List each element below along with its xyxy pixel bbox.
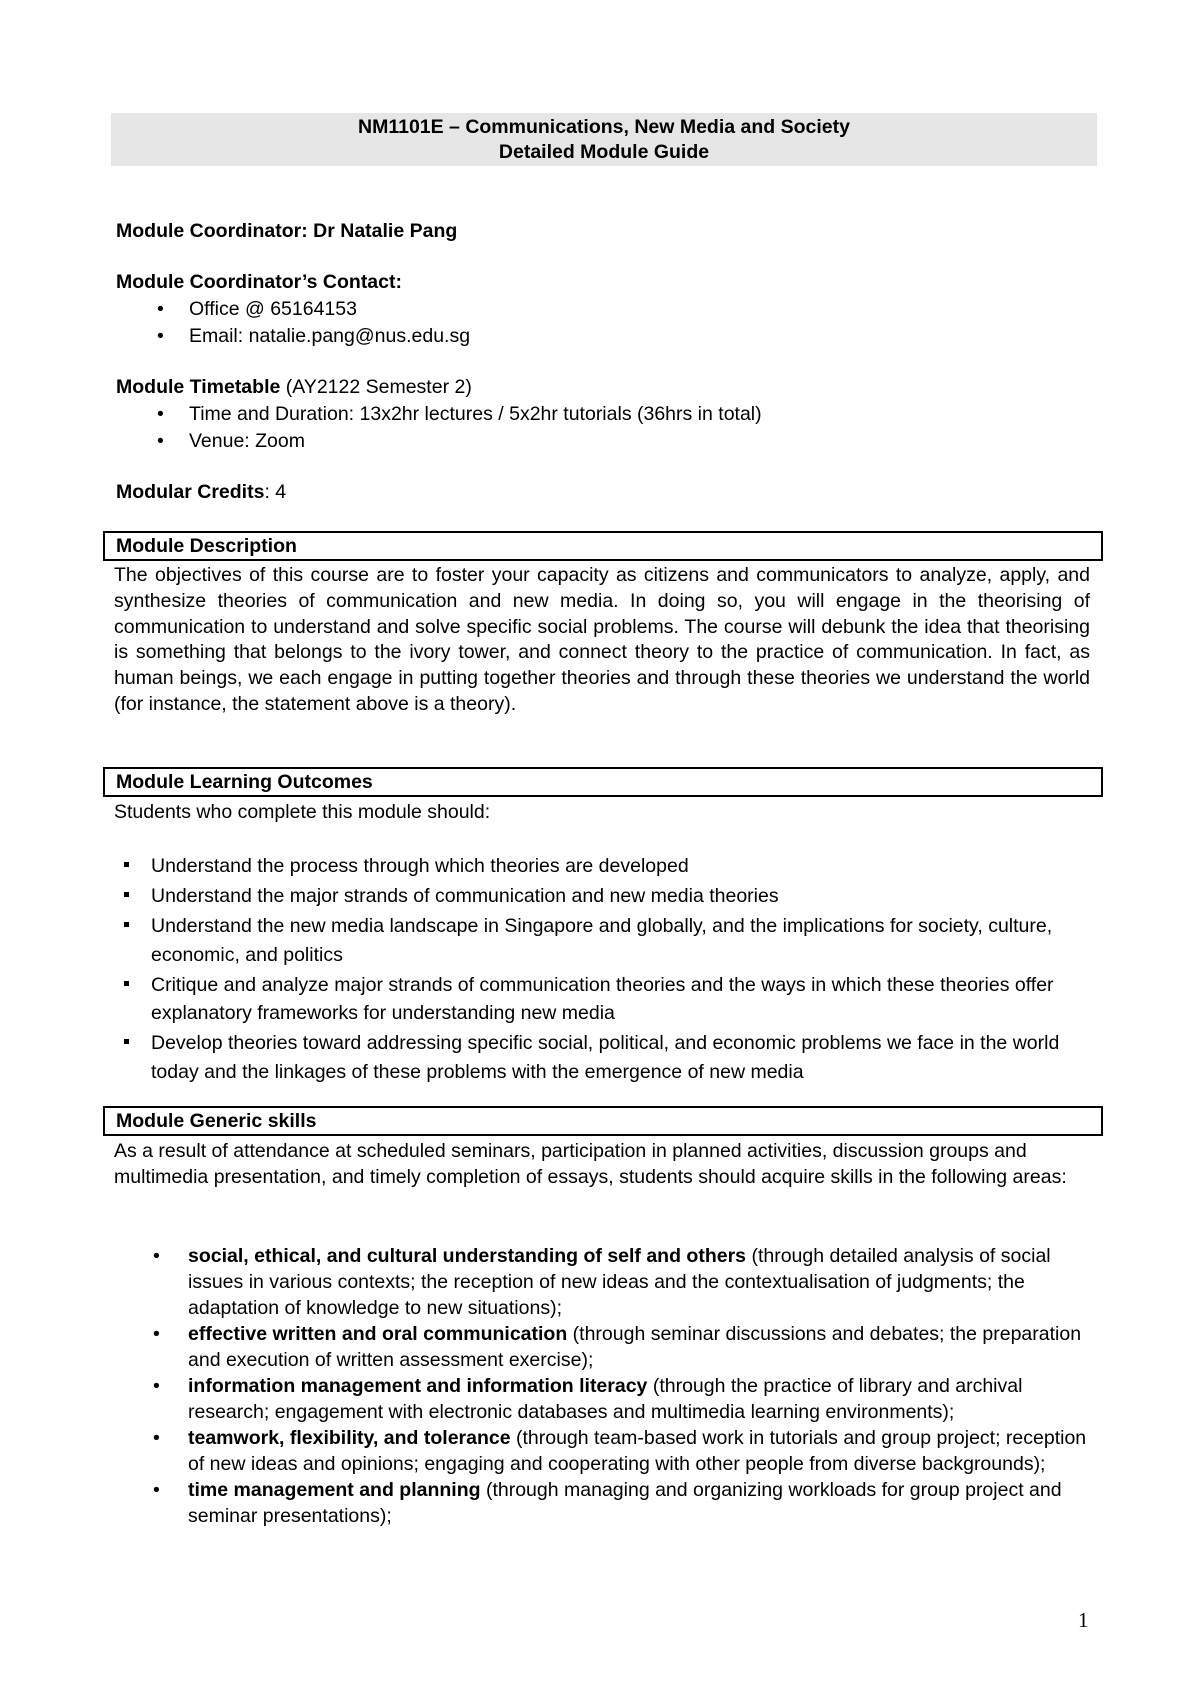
list-item: Understand the process through which theories are developed xyxy=(0,852,1101,881)
timetable-semester: (AY2122 Semester 2) xyxy=(280,376,472,398)
bullet-icon: • xyxy=(153,1245,160,1267)
contact-list xyxy=(0,296,471,350)
square-bullet-icon xyxy=(124,862,129,867)
page-number: 1 xyxy=(1078,1608,1089,1632)
list-item: • social, ethical, and cultural understanding of self and others (through detailed analysis of social issues in various contexts; the reception of new ideas and the contextualisation of judgments; the adaptation of knowledge to new situations); xyxy=(153,1245,1051,1319)
square-bullet-icon xyxy=(124,981,129,986)
description-text: The objectives of this course are to foster your capacity as citizens and communicators to analyze, apply, and synthesize theories of communication and new media. In doing so, you will engage in the theorising of communication to understand and solve specific social problems. The course will debunk the idea that theorising is something that belongs to the ivory tower, and connect theory to the practice of communication. In fact, as human beings, we each engage in putting together theories and through these theories we understand the world (for instance, the statement above is a theory). xyxy=(114,564,1090,715)
bullet-icon: • xyxy=(153,1427,160,1449)
timetable-heading: Module Timetable xyxy=(116,376,281,398)
bullet-icon: • xyxy=(153,1323,160,1345)
skills-list xyxy=(0,1243,1088,1529)
list-item: • time management and planning (through managing and organizing workloads for group project and seminar presentations); xyxy=(153,1479,1062,1527)
bullet-icon: • xyxy=(157,325,164,347)
list-item: • effective written and oral communication (through seminar discussions and debates; the preparation and execution of written assessment exercise); xyxy=(153,1323,1082,1371)
list-item: Understand the major strands of communication and new media theories xyxy=(0,882,1101,911)
modular-credits: Modular Credits: 4 xyxy=(116,481,287,503)
contact-heading: Module Coordinator’s Contact: xyxy=(116,271,402,293)
square-bullet-icon xyxy=(124,892,129,897)
bullet-icon: • xyxy=(157,403,164,425)
bullet-icon: • xyxy=(153,1479,160,1501)
bullet-icon: • xyxy=(153,1375,160,1397)
section-heading-description: Module Description xyxy=(103,531,1103,561)
timetable-list xyxy=(0,401,762,455)
list-item: • Office @ 65164153 xyxy=(0,296,281,323)
square-bullet-icon xyxy=(124,922,129,927)
bullet-icon: • xyxy=(157,298,164,320)
list-item: • Venue: Zoom xyxy=(0,428,573,455)
list-item: • information management and information literacy (through the practice of library and archival research; engagement with electronic databases and multimedia learning environments); xyxy=(153,1375,1023,1423)
document-title-box xyxy=(111,113,1097,166)
section-heading-skills: Module Generic skills xyxy=(103,1106,1103,1136)
outcomes-list xyxy=(0,852,1101,1088)
document-title: NM1101E – Communications, New Media and Society xyxy=(358,116,850,138)
list-item: Develop theories toward addressing specific social, political, and economic problems we face in the world today and the linkages of these problems with the emergence of new media xyxy=(0,1029,1101,1086)
list-item: Critique and analyze major strands of communication theories and the ways in which these theories offer explanatory frameworks for understanding new media xyxy=(0,971,1101,1028)
list-item: • teamwork, flexibility, and tolerance (through team-based work in tutorials and group project; reception of new ideas and opinions; engaging and cooperating with other people from diverse backgrounds); xyxy=(153,1427,1087,1475)
list-item: Understand the new media landscape in Singapore and globally, and the implications for society, culture, economic, and politics xyxy=(0,912,1101,969)
timetable-line xyxy=(116,374,472,400)
module-coordinator: Module Coordinator: Dr Natalie Pang xyxy=(116,220,458,242)
list-item: • Time and Duration: 13x2hr lectures / 5x2hr tutorials (36hrs in total) xyxy=(0,401,573,428)
bullet-icon: • xyxy=(157,430,164,452)
document-subtitle: Detailed Module Guide xyxy=(498,141,710,163)
section-heading-outcomes: Module Learning Outcomes xyxy=(103,767,1103,797)
outcomes-intro: Students who complete this module should: xyxy=(114,801,491,823)
square-bullet-icon xyxy=(124,1039,129,1044)
list-item: • Email: natalie.pang@nus.edu.sg xyxy=(0,323,281,350)
skills-intro: As a result of attendance at scheduled seminars, participation in planned activities, discussion groups and multimedia presentation, and timely completion of essays, students should acquire skills in the following areas: xyxy=(114,1140,1067,1188)
